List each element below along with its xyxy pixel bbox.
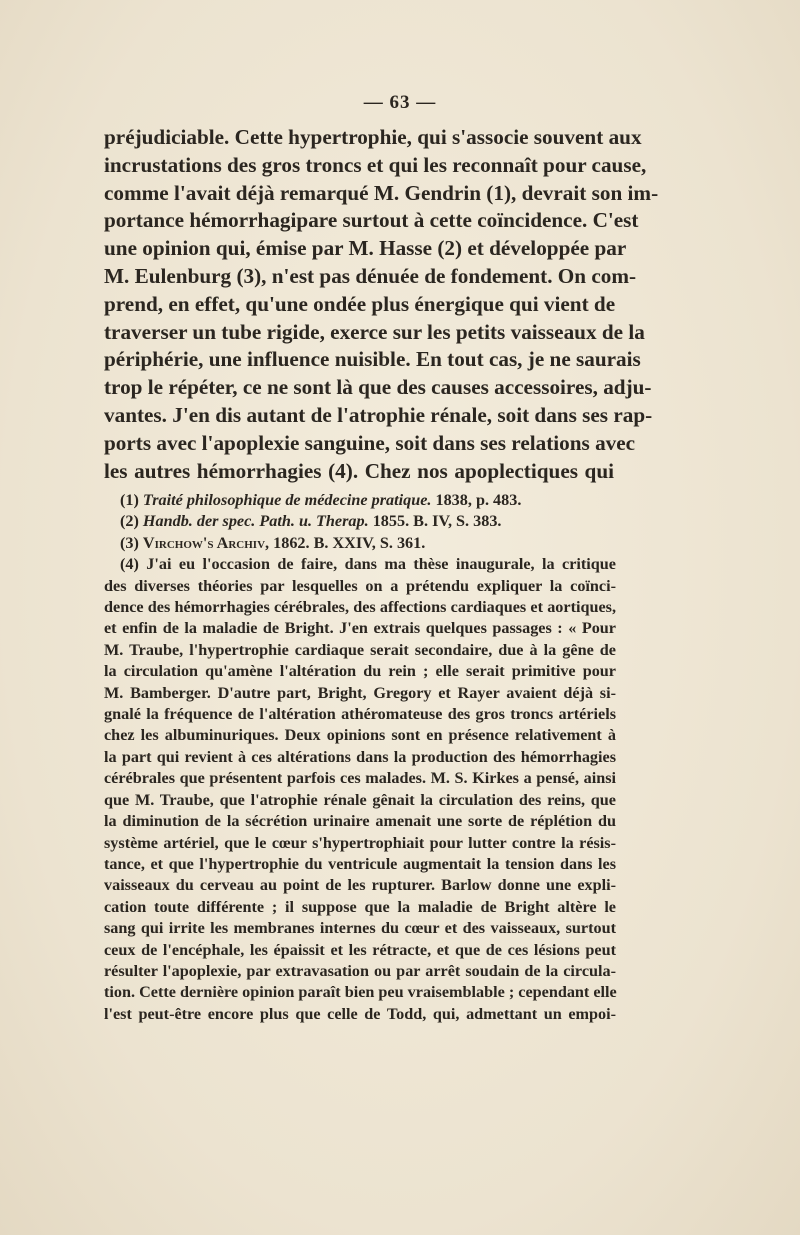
footnote-4-line: tion. Cette dernière opinion paraît bien peu vraisemblable ; cependant elle (104, 983, 617, 1002)
text-line: traverser un tube rigide, exerce sur les petits vaisseaux de la (104, 319, 645, 344)
footnote-title: Traité philosophique de médecine pratique. (142, 491, 432, 509)
footnote-number: (3) (120, 533, 139, 552)
text-line: trop le répéter, ce ne sont là que des causes accessoires, adju- (104, 375, 652, 400)
footnote-4-line: cérébrales que présentent parfois ces malades. M. S. Kirkes a pensé, ainsi (104, 769, 616, 788)
footnote-3 (104, 533, 616, 554)
footnote-4-line: chez les albuminuriques. Deux opinions sont en présence relativement à (104, 726, 616, 745)
footnote-title: Handb. der spec. Path. u. Therap. (142, 512, 369, 531)
footnote-4-line: tance, et que l'hypertrophie du ventricule augmentait la tension dans les (104, 854, 616, 873)
footnote-4-line: la part qui revient à ces altérations dans la production des hémorrhagies (104, 747, 616, 766)
footnote-ref: 1838, p. 483. (435, 491, 522, 509)
footnote-4-line: que M. Traube, que l'atrophie rénale gênait la circulation des reins, que (104, 790, 616, 809)
footnote-4-line: dence des hémorrhagies cérébrales, des affections cardiaques et aortiques, (104, 598, 616, 617)
footnote-4-line: cation toute différente ; il suppose que la maladie de Bright altère le (104, 897, 616, 916)
footnote-4-line: M. Traube, l'hypertrophie cardiaque serait secondaire, due à la gêne de (104, 640, 616, 659)
footnote-1 (104, 490, 616, 511)
footnote-4-line: et enfin de la maladie de Bright. J'en extrais quelques passages : « Pour (104, 619, 616, 638)
text-line: les autres hémorrhagies (4). Chez nos apoplectiques qui (104, 458, 614, 483)
text-line: comme l'avait déjà remarqué M. Gendrin (1), devrait son im- (104, 180, 659, 205)
text-line: ports avec l'apoplexie sanguine, soit dans ses relations avec (104, 430, 636, 455)
footnote-4-line: la circulation qu'amène l'altération du rein ; elle serait primitive pour (104, 662, 616, 681)
footnote-ref: 1855. B. IV, S. 383. (372, 512, 502, 531)
footnote-4-line: ceux de l'encéphale, les épaissit et les rétracte, et que de ces lésions peut (104, 940, 616, 959)
footnote-4-line: résulter l'apoplexie, par extravasation ou par arrêt soudain de la circula- (104, 961, 616, 980)
text-line: M. Eulenburg (3), n'est pas dénuée de fondement. On com- (104, 263, 637, 288)
footnote-4-line: vaisseaux du cerveau au point de les rupturer. Barlow donne une expli- (104, 876, 616, 895)
footnote-2 (104, 511, 616, 532)
text-line: périphérie, une influence nuisible. En tout cas, je ne saurais (104, 347, 641, 372)
text-line: préjudiciable. Cette hypertrophie, qui s'associe souvent aux (104, 125, 642, 149)
page-number: — 63 — (363, 92, 437, 113)
main-text (104, 124, 659, 485)
footnote-number: (2) (120, 512, 139, 531)
footnote-title: Virchow's Archiv, (142, 533, 270, 552)
footnote-ref: 1862. B. XXIV, S. 361. (273, 533, 426, 552)
footnote-4-line: (4) J'ai eu l'occasion de faire, dans ma thèse inaugurale, la critique (120, 555, 616, 574)
text-line: prend, en effet, qu'une ondée plus énergique qui vient de (104, 291, 616, 316)
footnote-4-line: M. Bamberger. D'autre part, Bright, Gregory et Rayer avaient déjà si- (104, 683, 616, 702)
footnote-4-line: la diminution de la sécrétion urinaire amenait une sorte de réplétion du (104, 812, 616, 831)
footnote-4-line: des diverses théories par lesquelles on a prétendu expliquer la coïnci- (104, 576, 616, 595)
text-line: vantes. J'en dis autant de l'atrophie rénale, soit dans ses rap- (104, 402, 653, 427)
text-line: une opinion qui, émise par M. Hasse (2) et développée par (104, 236, 627, 261)
footnote-4-line: gnalé la fréquence de l'altération athéromateuse des gros troncs artériels (104, 705, 616, 724)
footnote-4-line: sang qui irrite les membranes internes du cœur et des vaisseaux, surtout (104, 919, 616, 938)
footnote-4-line: l'est peut-être encore plus que celle de Todd, qui, admettant un empoi- (104, 1004, 616, 1023)
footnote-number: (1) (120, 491, 139, 509)
text-line: incrustations des gros troncs et qui les reconnaît pour cause, (104, 152, 647, 177)
footnote-4-line: système artériel, que le cœur s'hypertrophiait pour lutter contre la résis- (104, 833, 616, 852)
text-line: portance hémorrhagipare surtout à cette coïncidence. C'est (104, 208, 639, 233)
footnotes (104, 490, 616, 1025)
